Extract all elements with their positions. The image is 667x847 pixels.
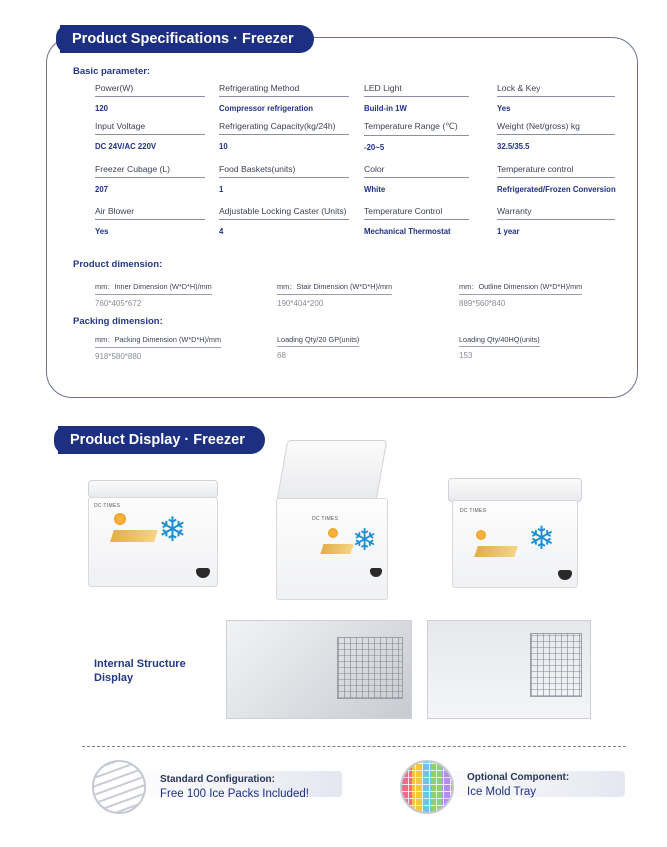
product-dimension-heading: Product dimension: bbox=[73, 259, 163, 270]
display-banner: Product Display · Freezer bbox=[58, 426, 265, 454]
param-label: Adjustable Locking Caster (Units) bbox=[219, 206, 349, 220]
param-value: White bbox=[364, 185, 386, 194]
param-value: Yes bbox=[497, 104, 511, 113]
param-value: DC 24V/AC 220V bbox=[95, 142, 157, 151]
wire-basket-2 bbox=[530, 633, 582, 697]
param-label: Refrigerating Method bbox=[219, 83, 349, 97]
sun-icon bbox=[114, 513, 126, 525]
dimension-item bbox=[277, 329, 447, 360]
ice-mold-tray-icon bbox=[400, 760, 454, 814]
param-item bbox=[219, 164, 349, 194]
dimension-item bbox=[459, 276, 629, 308]
dimension-value: 889*560*840 bbox=[459, 299, 506, 308]
param-value: 10 bbox=[219, 142, 228, 151]
param-label: Warranty bbox=[497, 206, 615, 220]
brand-logo-2: DC TIMES bbox=[312, 516, 339, 522]
param-value: Refrigerated/Frozen Conversion bbox=[497, 185, 616, 194]
dimension-value: 190*404*200 bbox=[277, 299, 324, 308]
param-label: Weight (Net/gross) kg bbox=[497, 121, 615, 135]
param-value: Build-in 1W bbox=[364, 104, 407, 113]
param-item bbox=[497, 206, 615, 236]
param-value: 32.5/35.5 bbox=[497, 142, 530, 151]
dimension-value: 68 bbox=[277, 351, 286, 360]
packing-dimension-heading: Packing dimension: bbox=[73, 316, 163, 327]
param-value: -20~5 bbox=[364, 143, 385, 152]
param-item bbox=[364, 206, 469, 236]
brand-logo: DC TIMES bbox=[94, 503, 121, 509]
param-item bbox=[364, 121, 469, 152]
param-value: Yes bbox=[95, 227, 109, 236]
param-item bbox=[95, 206, 205, 236]
param-value: 1 bbox=[219, 185, 224, 194]
param-value: 207 bbox=[95, 185, 109, 194]
snowflake-icon: ❄ bbox=[352, 524, 378, 557]
interior-photo-top bbox=[427, 620, 591, 719]
sun-icon bbox=[476, 530, 486, 540]
param-item bbox=[364, 164, 469, 194]
standard-config-sub: Free 100 Ice Packs Included! bbox=[160, 788, 309, 800]
param-label: Refrigerating Capacity(kg/24h) bbox=[219, 121, 349, 135]
dimension-value: 760*405*672 bbox=[95, 299, 142, 308]
internal-structure-label bbox=[94, 657, 186, 685]
dimension-label: Loading Qty/40HQ(units) bbox=[459, 335, 540, 347]
dimension-item bbox=[95, 276, 265, 308]
internal-label-line1: Internal Structure bbox=[94, 658, 186, 670]
ice-pack-icon bbox=[92, 760, 146, 814]
freezer-photo-front bbox=[88, 480, 218, 590]
optional-component-title: Optional Component: bbox=[467, 772, 570, 783]
dimension-label: mm：Inner Dimension (W*D*H)/mm bbox=[95, 282, 212, 295]
param-value: Mechanical Thermostat bbox=[364, 227, 451, 236]
param-item bbox=[364, 83, 469, 113]
param-value: 1 year bbox=[497, 227, 520, 236]
param-item bbox=[219, 83, 349, 113]
dimension-value: 153 bbox=[459, 351, 473, 360]
param-item bbox=[95, 83, 205, 113]
param-label: Temperature Control bbox=[364, 206, 469, 220]
param-label: Color bbox=[364, 164, 469, 178]
dimension-value: 918*580*880 bbox=[95, 352, 142, 361]
dimension-item bbox=[277, 276, 447, 308]
dimension-label: Loading Qty/20 GP(units) bbox=[277, 335, 359, 347]
param-label: Temperature Range (℃) bbox=[364, 121, 469, 136]
param-label: Power(W) bbox=[95, 83, 205, 97]
dimension-label: mm：Outline Dimension (W*D*H)/mm bbox=[459, 282, 582, 295]
snowflake-icon: ❄ bbox=[528, 520, 555, 556]
dimension-label: mm：Packing Dimension (W*D*H)/mm bbox=[95, 335, 221, 348]
param-item bbox=[497, 83, 615, 113]
brand-logo-3: DC TIMES bbox=[460, 508, 487, 514]
dimension-item bbox=[95, 329, 265, 361]
param-item bbox=[219, 121, 349, 151]
param-item bbox=[95, 121, 205, 151]
dimension-item bbox=[459, 329, 629, 360]
wire-basket bbox=[337, 637, 403, 699]
interior-photo-side bbox=[226, 620, 412, 719]
basic-parameter-heading: Basic parameter: bbox=[73, 66, 151, 77]
spec-banner: Product Specifications · Freezer bbox=[60, 25, 314, 53]
param-label: LED Light bbox=[364, 83, 469, 97]
param-value: 120 bbox=[95, 104, 109, 113]
section-divider bbox=[82, 746, 626, 747]
param-label: Food Baskets(units) bbox=[219, 164, 349, 178]
param-label: Lock & Key bbox=[497, 83, 615, 97]
internal-label-line2: Display bbox=[94, 672, 134, 684]
freezer-photo-open bbox=[272, 440, 396, 605]
param-label: Air Blower bbox=[95, 206, 205, 220]
param-label: Freezer Cubage (L) bbox=[95, 164, 205, 178]
param-item bbox=[95, 164, 205, 194]
param-item bbox=[219, 206, 349, 236]
param-value: Compressor refrigeration bbox=[219, 104, 314, 113]
param-label: Temperature control bbox=[497, 164, 615, 178]
dimension-label: mm：Stair Dimension (W*D*H)/mm bbox=[277, 282, 392, 295]
snowflake-icon: ❄ bbox=[158, 511, 187, 549]
standard-config-title: Standard Configuration: bbox=[160, 774, 275, 785]
sun-icon bbox=[328, 528, 338, 538]
param-value: 4 bbox=[219, 227, 224, 236]
param-label: Input Voltage bbox=[95, 121, 205, 135]
param-item bbox=[497, 121, 615, 151]
freezer-photo-angled bbox=[448, 478, 582, 590]
param-item bbox=[497, 164, 615, 194]
optional-component-sub: Ice Mold Tray bbox=[467, 786, 537, 798]
